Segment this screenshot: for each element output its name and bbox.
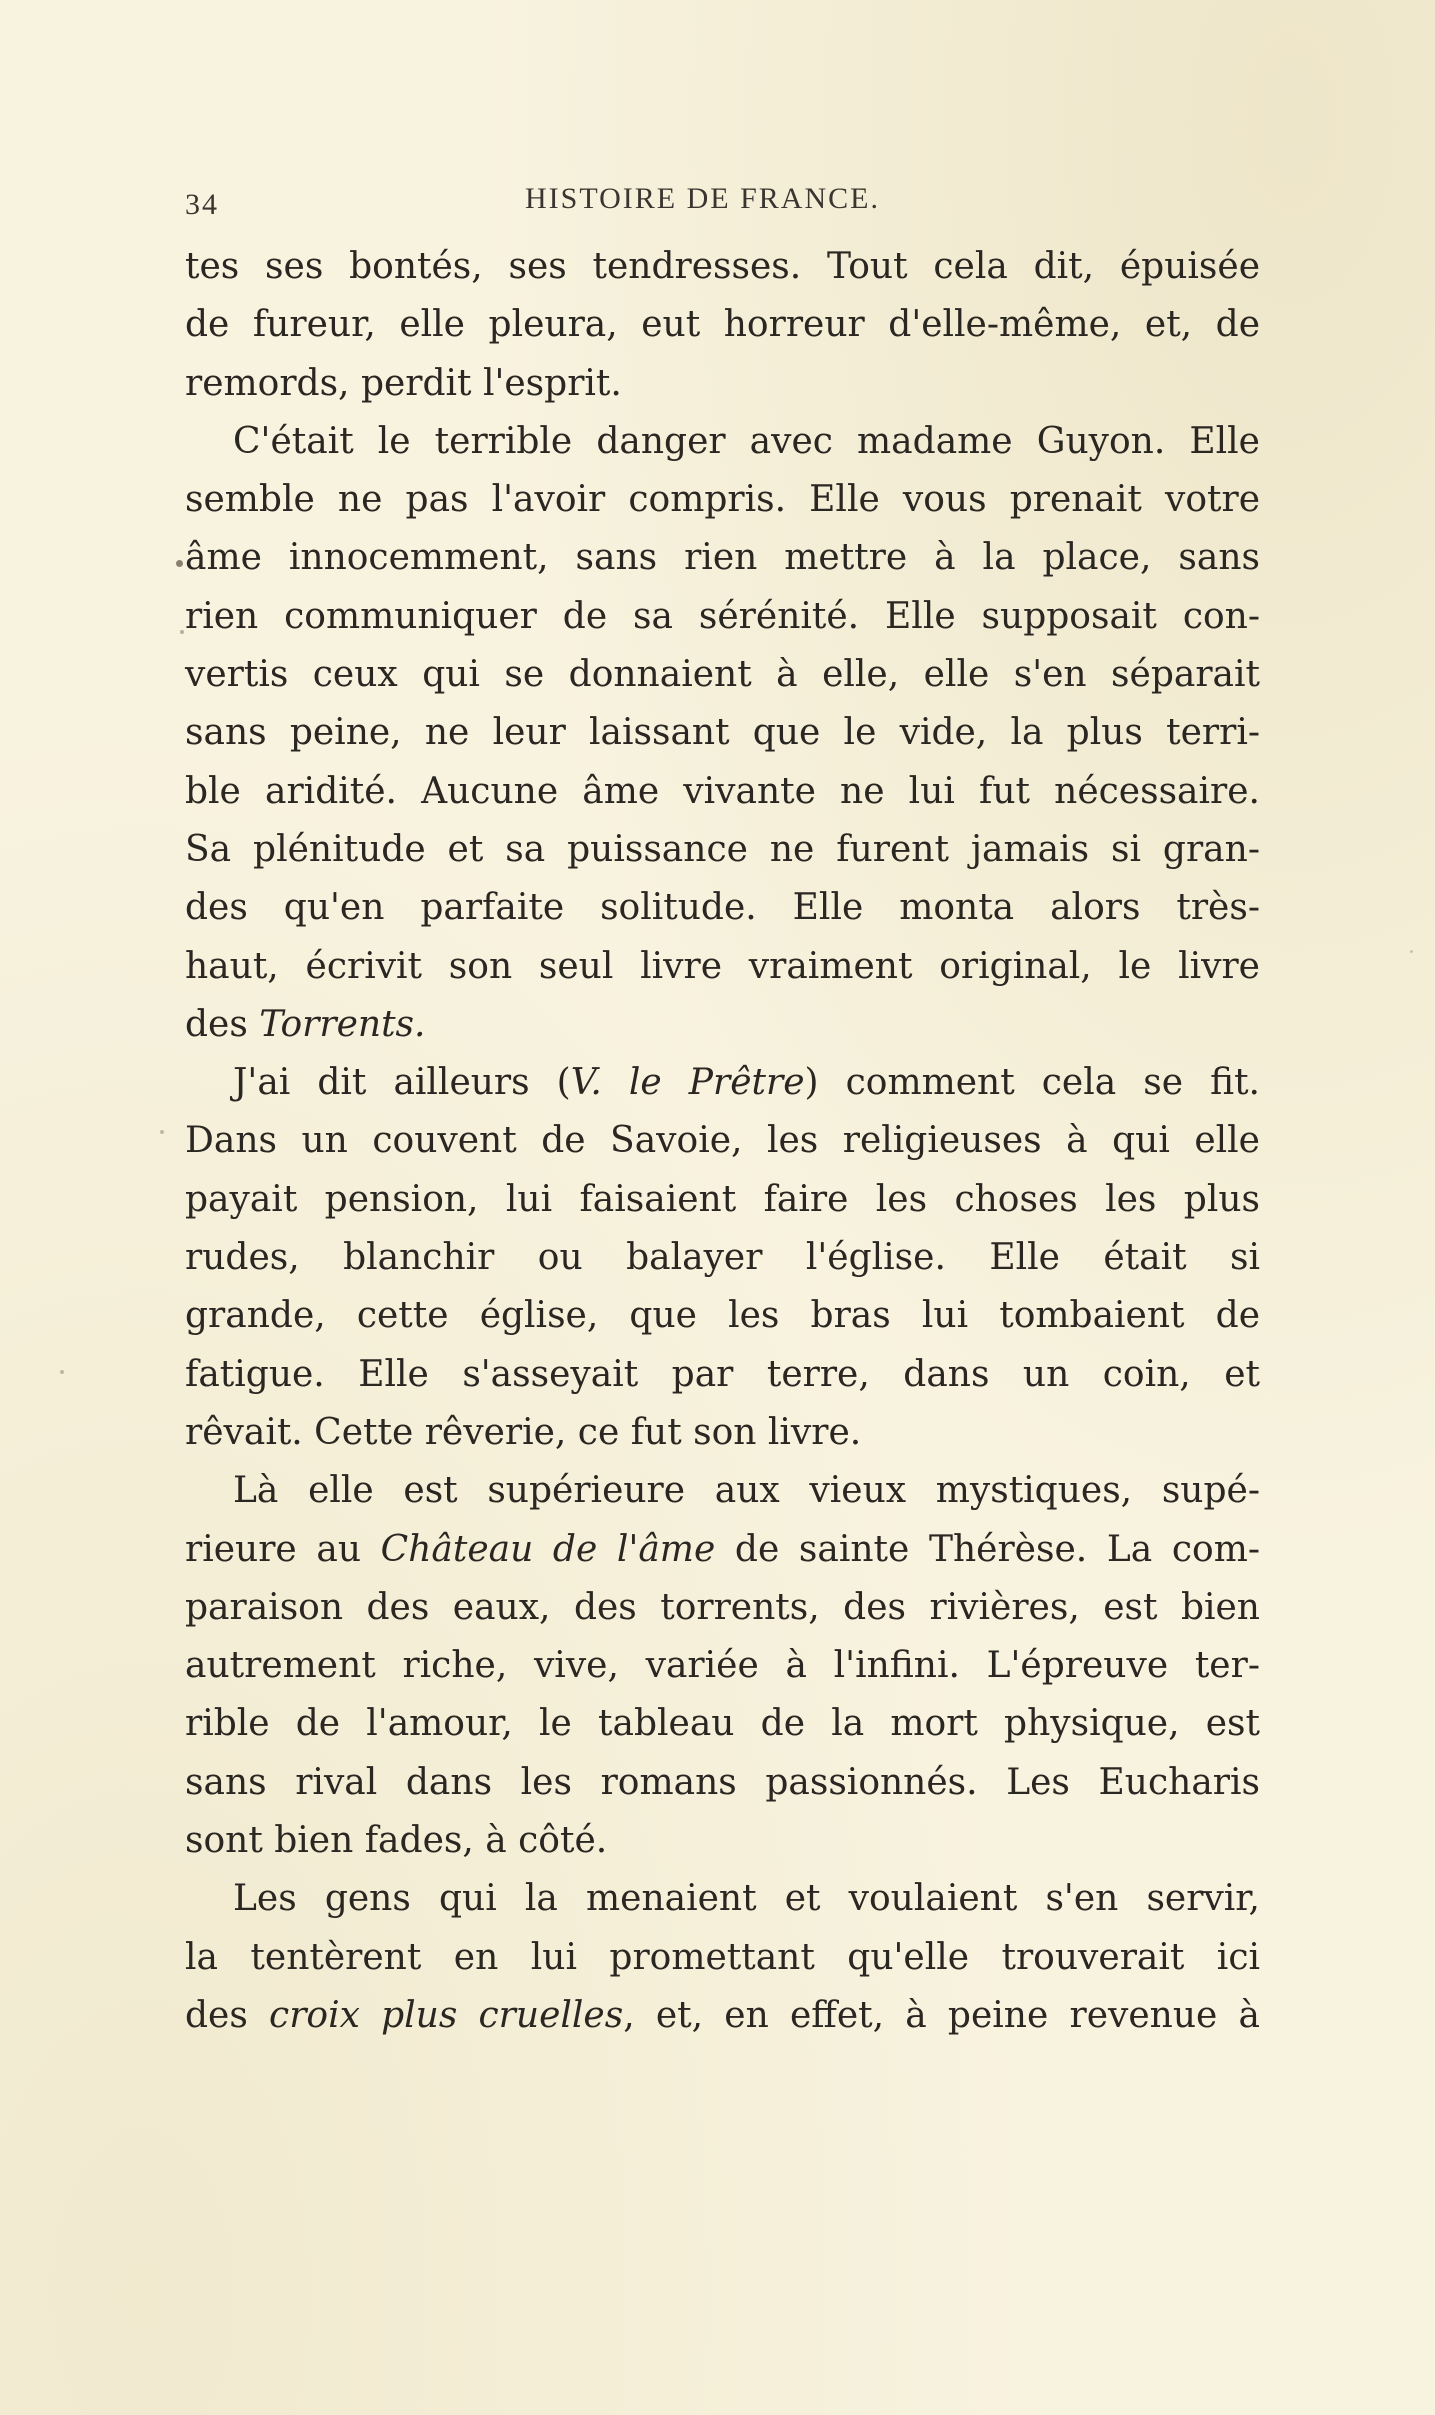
paper-speck: [60, 1370, 64, 1374]
italic-title: Torrents.: [259, 1003, 426, 1045]
text-line: rien communiquer de sa sérénité. Elle supposait con-: [185, 595, 1260, 637]
text-run: rieure au: [185, 1528, 381, 1570]
text-line: de fureur, elle pleura, eut horreur d'elle-même, et, de: [185, 304, 1260, 346]
text-line: grande, cette église, que les bras lui tombaient de: [185, 1295, 1260, 1337]
text-line: âme innocemment, sans rien mettre à la place, sans: [185, 537, 1260, 579]
text-line: rêvait. Cette rêverie, ce fut son livre.: [185, 1411, 862, 1453]
paragraph-3: [185, 1054, 1260, 1462]
paragraph-4: [185, 1462, 1260, 1870]
text-line: remords, perdit l'esprit.: [185, 362, 622, 404]
text-line: vertis ceux qui se donnaient à elle, elle s'en séparait: [185, 654, 1260, 696]
italic-reference: V. le Prêtre: [570, 1062, 805, 1104]
paragraph-5: [185, 1870, 1260, 2045]
paper-speck: [160, 1130, 164, 1134]
text-line: Les gens qui la menaient et voulaient s'en servir,: [233, 1878, 1260, 1920]
text-line: tes ses bontés, ses tendresses. Tout cela dit, épuisée: [185, 246, 1260, 287]
paper-speck: [176, 560, 183, 567]
text-line: rudes, blanchir ou balayer l'église. Elle était si: [185, 1237, 1260, 1279]
text-run: des: [185, 1003, 260, 1045]
text-line: paraison des eaux, des torrents, des rivières, est bien: [185, 1586, 1260, 1628]
text-line: Dans un couvent de Savoie, les religieuses à qui elle: [185, 1120, 1260, 1162]
text-line: C'était le terrible danger avec madame Guyon. Elle: [233, 420, 1260, 462]
text-line: Sa plénitude et sa puissance ne furent jamais si gran-: [185, 828, 1260, 870]
text-line: semble ne pas l'avoir compris. Elle vous prenait votre: [185, 479, 1260, 521]
text-line: [185, 1987, 1260, 2045]
book-page: [185, 180, 1260, 2045]
text-run: ) comment cela se fit.: [804, 1062, 1260, 1104]
text-line: [185, 1521, 1260, 1579]
text-line: fatigue. Elle s'asseyait par terre, dans un coin, et: [185, 1353, 1260, 1395]
text-line: haut, écrivit son seul livre vraiment original, le livre: [185, 945, 1260, 987]
paragraph-2: [185, 413, 1260, 1054]
text-line: autrement riche, vive, variée à l'infini. L'épreuve ter-: [185, 1645, 1260, 1687]
text-line: rible de l'amour, le tableau de la mort physique, est: [185, 1703, 1260, 1745]
text-line: sont bien fades, à côté.: [185, 1820, 608, 1862]
paper-speck: [1410, 950, 1413, 953]
running-head: [185, 180, 1260, 230]
text-line: [185, 1054, 1260, 1112]
text-line: Là elle est supérieure aux vieux mystiques, supé-: [233, 1470, 1260, 1512]
text-line: payait pension, lui faisaient faire les choses les plus: [185, 1178, 1260, 1220]
text-run: de sainte Thérèse. La com-: [715, 1528, 1260, 1570]
paper-speck: [180, 630, 184, 634]
body-text: [185, 238, 1260, 2045]
text-line: la tentèrent en lui promettant qu'elle trouverait ici: [185, 1936, 1260, 1978]
text-run: , et, en effet, à peine revenue à: [623, 1994, 1260, 2036]
paragraph-1: [185, 238, 1260, 413]
page-number: 34: [185, 188, 219, 221]
text-line: des qu'en parfaite solitude. Elle monta alors très-: [185, 887, 1260, 929]
italic-phrase: croix plus cruelles: [269, 1994, 624, 2036]
text-line: [185, 996, 1260, 1054]
text-run: des: [185, 1994, 270, 2036]
italic-title: Château de l'âme: [380, 1528, 716, 1570]
running-title: HISTOIRE DE FRANCE.: [525, 182, 880, 215]
text-line: sans rival dans les romans passionnés. Les Eucharis: [185, 1761, 1260, 1803]
text-line: sans peine, ne leur laissant que le vide, la plus terri-: [185, 712, 1260, 754]
text-run: J'ai dit ailleurs (: [233, 1062, 571, 1104]
text-line: ble aridité. Aucune âme vivante ne lui fut nécessaire.: [185, 770, 1260, 812]
